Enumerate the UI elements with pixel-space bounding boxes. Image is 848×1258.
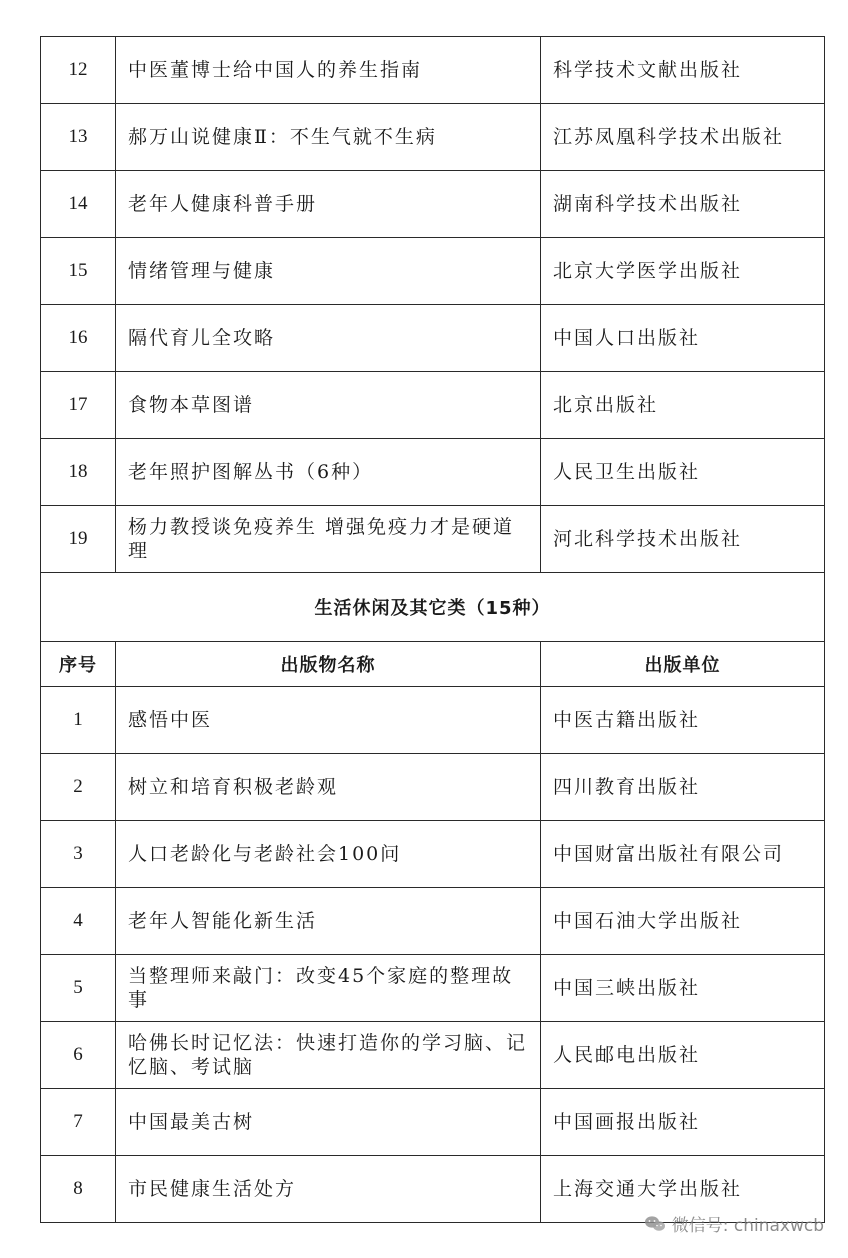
- table-row: [41, 372, 825, 439]
- publication-title: 郝万山说健康Ⅱ：不生气就不生病: [116, 104, 541, 171]
- publisher-name: 人民邮电出版社: [541, 1022, 825, 1089]
- header-publisher: 出版单位: [541, 642, 825, 687]
- row-number: 16: [41, 305, 116, 372]
- publication-title: 老年人智能化新生活: [116, 888, 541, 955]
- row-number: 17: [41, 372, 116, 439]
- row-number: 18: [41, 439, 116, 506]
- table-row: [41, 305, 825, 372]
- row-number: 13: [41, 104, 116, 171]
- publication-table: [40, 36, 825, 1223]
- table-row: [41, 754, 825, 821]
- table-row: [41, 439, 825, 506]
- publisher-name: 科学技术文献出版社: [541, 37, 825, 104]
- row-number: 8: [41, 1156, 116, 1223]
- row-number: 15: [41, 238, 116, 305]
- publication-title: 隔代育儿全攻略: [116, 305, 541, 372]
- table-row: [41, 821, 825, 888]
- top-rows: [41, 37, 825, 573]
- publisher-name: 中国画报出版社: [541, 1089, 825, 1156]
- row-number: 12: [41, 37, 116, 104]
- publisher-name: 中国三峡出版社: [541, 955, 825, 1022]
- publication-title: 市民健康生活处方: [116, 1156, 541, 1223]
- table-row: [41, 687, 825, 754]
- publication-title: 当整理师来敲门：改变45个家庭的整理故事: [116, 955, 541, 1022]
- publication-title: 感悟中医: [116, 687, 541, 754]
- row-number: 14: [41, 171, 116, 238]
- row-number: 4: [41, 888, 116, 955]
- publisher-name: 中医古籍出版社: [541, 687, 825, 754]
- publication-title: 老年照护图解丛书（6种）: [116, 439, 541, 506]
- table-row: [41, 955, 825, 1022]
- table-row: [41, 104, 825, 171]
- section-header-row: [41, 573, 825, 642]
- publication-title: 哈佛长时记忆法：快速打造你的学习脑、记忆脑、考试脑: [116, 1022, 541, 1089]
- column-header-row: [41, 642, 825, 687]
- watermark-text: 微信号: chinaxwcb: [671, 1216, 824, 1236]
- table-row: [41, 37, 825, 104]
- row-number: 1: [41, 687, 116, 754]
- publisher-name: 江苏凤凰科学技术出版社: [541, 104, 825, 171]
- publication-title: 杨力教授谈免疫养生 增强免疫力才是硬道理: [116, 506, 541, 573]
- publication-title: 老年人健康科普手册: [116, 171, 541, 238]
- publication-title: 中国最美古树: [116, 1089, 541, 1156]
- row-number: 7: [41, 1089, 116, 1156]
- table-row: [41, 1022, 825, 1089]
- publisher-name: 中国人口出版社: [541, 305, 825, 372]
- publisher-name: 北京出版社: [541, 372, 825, 439]
- publication-list-sheet: [40, 36, 824, 1223]
- header-title: 出版物名称: [116, 642, 541, 687]
- table-row: [41, 238, 825, 305]
- publisher-name: 河北科学技术出版社: [541, 506, 825, 573]
- publication-title: 情绪管理与健康: [116, 238, 541, 305]
- publication-title: 中医董博士给中国人的养生指南: [116, 37, 541, 104]
- publisher-name: 北京大学医学出版社: [541, 238, 825, 305]
- table-row: [41, 1156, 825, 1223]
- table-row: [41, 171, 825, 238]
- row-number: 19: [41, 506, 116, 573]
- publisher-name: 中国石油大学出版社: [541, 888, 825, 955]
- table-row: [41, 506, 825, 573]
- publisher-name: 上海交通大学出版社: [541, 1156, 825, 1223]
- publisher-name: 中国财富出版社有限公司: [541, 821, 825, 888]
- bottom-rows: [41, 687, 825, 1223]
- section-title: 生活休闲及其它类（15种）: [41, 573, 825, 642]
- header-num: 序号: [41, 642, 116, 687]
- section-block: [41, 573, 825, 687]
- publication-title: 食物本草图谱: [116, 372, 541, 439]
- table-row: [41, 888, 825, 955]
- row-number: 5: [41, 955, 116, 1022]
- publisher-name: 湖南科学技术出版社: [541, 171, 825, 238]
- publication-title: 人口老龄化与老龄社会100问: [116, 821, 541, 888]
- table-row: [41, 1089, 825, 1156]
- publication-title: 树立和培育积极老龄观: [116, 754, 541, 821]
- row-number: 6: [41, 1022, 116, 1089]
- publisher-name: 人民卫生出版社: [541, 439, 825, 506]
- publisher-name: 四川教育出版社: [541, 754, 825, 821]
- row-number: 2: [41, 754, 116, 821]
- row-number: 3: [41, 821, 116, 888]
